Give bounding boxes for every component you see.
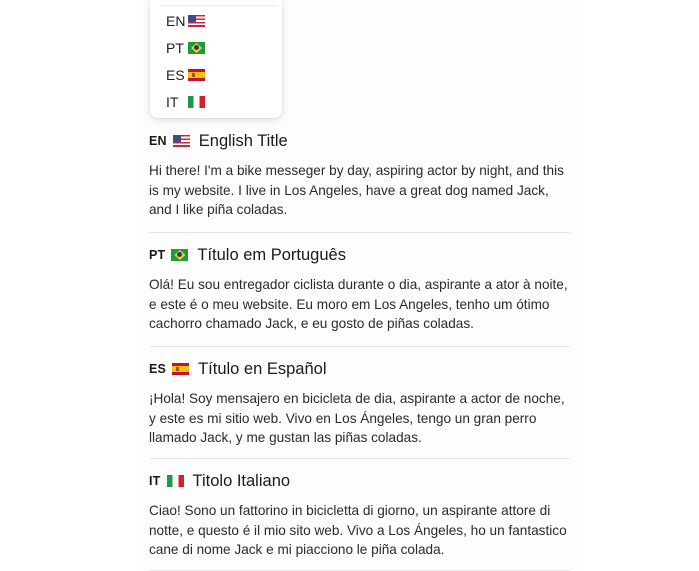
dropdown-item-label: ES: [166, 67, 185, 83]
language-code: EN: [149, 134, 167, 148]
section-header: [149, 244, 570, 266]
us-flag-icon: [173, 135, 190, 147]
section-title: Título em Português: [197, 245, 346, 264]
section-header: [149, 130, 570, 152]
section-title: English Title: [198, 131, 288, 150]
section-es: [149, 358, 570, 448]
language-code: ES: [149, 362, 167, 376]
dropdown-item-label: PT: [166, 40, 184, 56]
section-body: Hi there! I'm a bike messeger by day, aspiring actor by night, and this is my website. I live in Los Angeles, have a great dog named Jack, and I like piña coladas.: [149, 163, 564, 217]
section-header: [149, 470, 570, 492]
dropdown-item-label: EN: [166, 13, 186, 29]
it-flag-icon: [188, 96, 205, 108]
us-flag-icon: [188, 15, 205, 27]
divider: [149, 346, 570, 347]
br-flag-icon: [171, 249, 188, 261]
language-code: PT: [149, 248, 166, 262]
dropdown-item-it[interactable]: [166, 91, 205, 113]
divider: [149, 458, 570, 459]
it-flag-icon: [167, 475, 184, 487]
dropdown-divider: [160, 5, 276, 6]
section-pt: [149, 244, 570, 334]
br-flag-icon: [188, 42, 205, 54]
divider: [149, 232, 570, 233]
section-title: Titolo Italiano: [192, 471, 291, 490]
section-body: Ciao! Sono un fattorino in bicicletta di giorno, un aspirante attore di notte, e questo é il mio sito web. Vivo a Los Ángeles, ho un fantastico cane di nome Jack e mi piacciono le piña colada.: [149, 503, 567, 557]
dropdown-item-label: IT: [166, 94, 179, 110]
section-header: [149, 358, 570, 380]
es-flag-icon: [188, 69, 205, 81]
es-flag-icon: [172, 363, 189, 375]
section-en: [149, 130, 570, 220]
dropdown-item-en[interactable]: [166, 10, 205, 32]
language-code: IT: [149, 474, 161, 488]
section-title: Título en Español: [198, 359, 327, 378]
language-dropdown-menu: [150, 0, 282, 118]
dropdown-item-pt[interactable]: [166, 37, 205, 59]
dropdown-item-es[interactable]: [166, 64, 205, 86]
section-body: ¡Hola! Soy mensajero en bicicleta de dia, aspirante a actor de noche, y este es mi sitio web. Vivo en Los Ángeles, tengo un gran perro llamado Jack, y me gustan las piñas coladas.: [149, 391, 565, 445]
section-it: [149, 470, 570, 560]
section-body: Olá! Eu sou entregador ciclista durante o dia, aspirante a ator à noite, e este é o meu website. Eu moro em Los Angeles, tenho um ótimo cachorro chamado Jack, e eu gosto de piñas coladas.: [149, 277, 568, 331]
